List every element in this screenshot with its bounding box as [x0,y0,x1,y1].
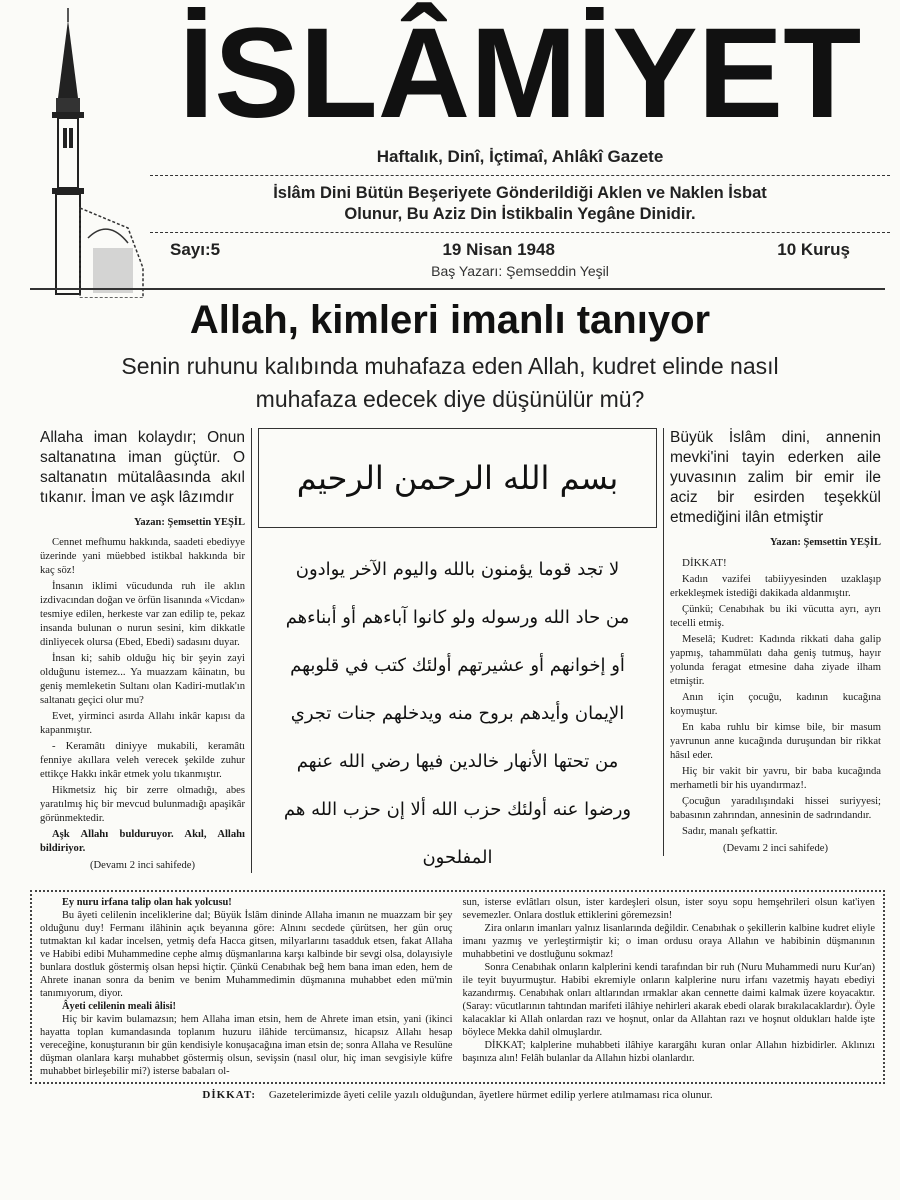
paragraph: Evet, yirminci asırda Allahı inkâr kapısı da kapanmıştır. [40,711,245,736]
paragraph: Çocuğun yaradılışındaki hissei suriyyesi; babasının zahrından, annesinin de sadrındandır. [670,796,881,821]
article-byline: Yazan: Şemsettin YEŞİL [769,537,881,548]
newspaper-tagline: Haftalık, Dinî, İçtimaî, Ahlâkî Gazete [376,147,664,166]
divider [150,175,890,176]
paragraph: - Keramâtı diniyye mukabili, keramâtı fenniye akıllara veleh verecek şekilde zuhur ettikçe Hakkı inkâr etmek yolu tıkanmıştır. [40,741,245,780]
verse-line: أو إخوانهم أو عشيرتهم أولئك كتب في قلوبهم [290,655,625,676]
front-page-columns [30,428,885,882]
bottom-article-box [30,890,885,1084]
article-lead: Allaha iman kolaydır; Onun saltanatına iman güçtür. O saltanatın mütalâasında akıl tıkanır. İman ve aşk lâzımdır [40,429,245,506]
subheadline-line: Senin ruhunu kalıbında muhafaza eden Allah, kudret elinde nasıl [121,353,779,379]
issue-price: 10 Kuruş [777,240,850,259]
paragraph: Anın için çocuğu, kadının kucağına koymuştur. [670,692,881,717]
bottom-article-left [40,896,453,1078]
paragraph: Sadır, manalı şefkattir. [682,826,778,837]
right-column-article [663,428,885,856]
newspaper-title: İSLÂMİYET [178,2,862,145]
headline: Allah, kimleri imanlı tanıyor [189,298,711,342]
newspaper-motto [150,183,890,225]
article-heading: DİKKAT! [682,557,727,569]
paragraph: Hiç bir vakit bir yavru, bir baba kucağında merhametli bir his uyandırmaz!. [670,766,881,791]
footer-label: DİKKAT: [202,1089,257,1101]
issue-date: 19 Nisan 1948 [442,240,555,259]
footer-notice [30,1089,885,1101]
verse-line: لا تجد قوما يؤمنون بالله واليوم الآخر يوادون [295,559,620,580]
paragraph: Bu âyeti celilenin inceliklerine dal; Büyük İslâm dininde Allaha imanın ne muazzam bir şey olduğunu duy! Fermanı ilâhinin açık beyanına göre: Alnını secdede çürütsen, her gün oruç tutmaktan kıl kadar incelsen, yetmiş defa Hacca gitsen, milyarlarını tasadduk etsen, fakat Allaha ve Habibi edibi Muhammedine cephe almış düşmanlarına karşı kalbinde bir sevgi olsa, dolayısiyle bunlara dostluk göstermiş olsan hepsi hiçtir. Çünkü Cenabıhak beğ hem bana iman eden, hem de Ahrete inanan sonra da benim ve benim Muhammedimin düşmanına muhabbet eden mü'min tanımıyorum, diyor. [40,910,453,999]
paragraph: Çünkü; Cenabıhak bu iki vücutta ayrı, ayrı tecelli etmiş. [670,604,881,629]
subheadline-line: muhafaza edecek diye düşünülür mü? [255,386,645,412]
chief-writer: Baş Yazarı: Şemseddin Yeşil [431,263,609,279]
paragraph: Kadın vazifei tabiiyyesinden uzaklaşıp erkekleşmek istediği dakikada aldanmıştır. [670,574,881,599]
left-column-article [30,428,252,873]
paragraph: Ey nuru irfana talip olan hak yolcusu! [62,897,232,908]
paragraph: Meselâ; Kudret: Kadında rikkati daha galip yapmış, tahammülatı daha geniş tutmuş, hayır yolunda feragat etmesine daha ziyade ilham etmiştir. [670,634,881,687]
minaret-illustration [38,8,148,298]
basmala: بسم الله الرحمن الرحيم [296,459,619,497]
verse-text [258,546,657,882]
paragraph: Zira onların imanları yalnız lisanlarında değildir. Cenabıhak o şekillerin kalbine kudret eliyle imanı yazmış ve yerleştirmiştir ki; o iman ordusu oraya Allahın ve habibinin düşmanının muhabbetini ve dostluğunu sokmaz! [462,923,875,960]
paragraph: Âyeti celilenin meali âlisi! [62,1001,176,1012]
paragraph: Aşk Allahı bulduruyor. Akıl, Allahı bildiriyor. [40,829,245,854]
verse-line: من حاد الله ورسوله ولو كانوا آباءهم أو أبناءهم [285,607,630,628]
verse-line: المفلحون [422,847,493,868]
verse-line: ورضوا عنه أولئك حزب الله ألا إن حزب الله هم [283,799,632,820]
paragraph: İnsan ki; sahib olduğu hiç bir şeyin zayi olduğunu istemez... Ya muazzam kâinatın, bu geniş memleketin Sultanı olan Kadiri-mutlak'ın saltanatı geçici olur mu? [40,653,245,706]
divider [150,232,890,233]
verse-line: من تحتها الأنهار خالدين فيها رضي الله عنهم [296,751,619,772]
continued-note: (Devamı 2 inci sahifede) [89,860,195,871]
paragraph: DİKKAT; kalplerine muhabbeti ilâhiye karargâhı kuran onlar Allahın hizbidirler. Aklınızı başınıza alın! Felâh bulanlar da Allahın hizbi olanlardır. [462,1040,875,1064]
paragraph: En kaba ruhlu bir kimse bile, bir masum yavrunun anne kucağında duruşundan bir rikkat hâsıl eder. [670,722,881,761]
paragraph: Cennet mefhumu hakkında, saadeti ebediyye üzerinde yani müebbed istikbal hakkında bir kaç söz! [40,537,245,576]
motto-line: İslâm Dini Bütün Beşeriyete Gönderildiği Aklen ve Naklen İsbat [273,184,767,202]
motto-line: Olunur, Bu Aziz Din İstikbalin Yegâne Dinidir. [344,205,696,223]
issue-info-row [170,240,850,260]
paragraph: Hikmetsiz hiç bir zerre olmadığı, abes yaratılmış hiç bir mevcud bulunmadığı apaşikâr görünmektedir. [40,785,245,824]
quran-calligraphy [258,428,657,882]
article-lead: Büyük İslâm dini, annenin mevki'ini tayin ederken aile yuvasının zalim bir emir ile aciz bir esirden teşekkül etmediğini ilân etmiştir [670,429,881,526]
main-content [30,428,885,1101]
paragraph: İnsanın iklimi vücudunda ruh ile aklın izdivacından doğan ve örfün lisanında «Vicdan» tesmiye edilen, herkeste var zan edilip te, pekaz insanda bulunan o nurun sesini, kim dikkatle dinliyecek olursa (Ebed, Ebedi) sadasını duyar. [40,581,245,648]
subheadline [60,350,840,416]
basmala-frame [258,428,657,528]
continued-note: (Devamı 2 inci sahifede) [722,843,828,854]
paragraph: Hiç bir kavim bulamazsın; hem Allaha iman etsin, hem de Ahrete iman etsin, yani (ikinci hayatta toplan kumandasında toplanım huzuru ilâhide tercümansız, hicapsız Allahı hesap vereceğine, konuşturanın bir gün kendisiyle konuşacağına iman etsin de; sonra Allaha ve Resulüne düşman olanlara karşı muhabbet göstermiş olsun, sevişsin (nasıl olur, hiç iman sevgisiyle küfre muhabbet birleşebilir mi?) isterse babaları ol- [40,1014,453,1077]
paragraph: Sonra Cenabıhak onların kalplerini kendi tarafından bir ruh (Nuru Muhammedi nuru Kur'an) ile teyit buyurmuştur. Habibi ekremiyle onların kalplerine nuru irfanı vazetmiş hayatı ebediyi kazandırmış. Cenabıhak onları altlarından ırmaklar akan cennette daimi kalmak üzere koyacaktır. (Saray: vücutlarının tahtından marifeti ilâhiye nehirleri akarak ebedi olarak bırakılacaklardır). Öyle kalacaklar ki Allah onlardan razı ve hoşnut, onlar da Allahtan razı ve hoşnut oldukları halde işte böylece Mekka dahil olmuşlardır. [462,962,875,1038]
divider [30,288,885,290]
bottom-article-right [463,896,876,1078]
issue-number: Sayı:5 [170,240,221,259]
verse-line: الإيمان وأيدهم بروح منه ويدخلهم جنات تجري [290,703,625,724]
paragraph: sun, isterse evlâtları olsun, ister kardeşleri olsun, ister soyu sopu hemşehrileri olsun kat'iyen sevemezler. Onlara dostluk ettiklerini göremezsin! [462,897,875,921]
article-byline: Yazan: Şemsettin YEŞİL [133,517,245,528]
footer-text: Gazetelerimizde âyeti celile yazılı olduğundan, âyetlere hürmet edilip yerlere atılmaması rica olunur. [268,1089,713,1101]
